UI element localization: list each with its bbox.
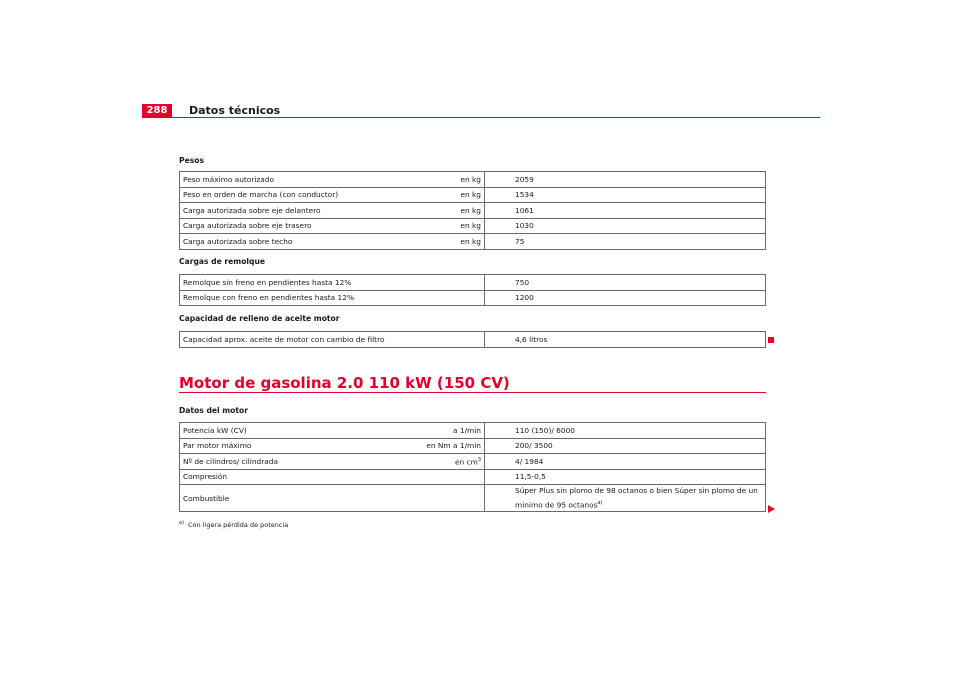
row-value: 75 bbox=[485, 234, 766, 250]
row-label: Carga autorizada sobre eje trasero bbox=[180, 218, 367, 234]
row-label: Carga autorizada sobre techo bbox=[180, 234, 367, 250]
page-number: 288 bbox=[142, 104, 172, 118]
table-motor bbox=[179, 422, 766, 512]
row-value: 2059 bbox=[485, 172, 766, 188]
unit-superscript: 3 bbox=[477, 456, 481, 463]
table-row bbox=[180, 438, 766, 454]
row-value: 1030 bbox=[485, 218, 766, 234]
section-heading-pesos: Pesos bbox=[179, 156, 204, 165]
row-value: 1534 bbox=[485, 187, 766, 203]
unit-text: en cm bbox=[454, 456, 478, 466]
page-title: Datos técnicos bbox=[189, 104, 281, 117]
row-label: Remolque con freno en pendientes hasta 12% bbox=[180, 290, 485, 306]
table-row bbox=[180, 275, 766, 291]
table-row bbox=[180, 423, 766, 439]
row-value: 11,5-0,5 bbox=[485, 469, 766, 485]
row-label: Capacidad aprox. aceite de motor con cambio de filtro bbox=[180, 332, 485, 348]
value-text: Súper Plus sin plomo de 98 octanos o bien Súper sin plomo de un mínimo de 95 octanos bbox=[515, 486, 758, 510]
table-row bbox=[180, 290, 766, 306]
row-value: 4,6 litros bbox=[485, 332, 766, 348]
row-unit: en kg bbox=[366, 218, 485, 234]
motor-title: Motor de gasolina 2.0 110 kW (150 CV) bbox=[179, 374, 510, 392]
footnote-text: Con ligera pérdida de potencia bbox=[188, 521, 289, 530]
row-unit bbox=[366, 469, 485, 485]
row-value: 1200 bbox=[485, 290, 766, 306]
row-label: Nº de cilindros/ cilindrada bbox=[180, 454, 367, 470]
row-unit: en kg bbox=[366, 234, 485, 250]
row-unit bbox=[366, 485, 485, 512]
table-row bbox=[180, 485, 766, 512]
row-label: Par motor máximo bbox=[180, 438, 367, 454]
table-aceite bbox=[179, 331, 766, 348]
section-heading-aceite: Capacidad de relleno de aceite motor bbox=[179, 314, 340, 323]
row-value bbox=[485, 485, 766, 512]
footnote-ref: a) bbox=[597, 500, 603, 506]
table-row bbox=[180, 187, 766, 203]
table-row bbox=[180, 203, 766, 219]
row-value: 200/ 3500 bbox=[485, 438, 766, 454]
row-value: 750 bbox=[485, 275, 766, 291]
section-end-marker bbox=[768, 337, 774, 343]
footnote-mark: a) bbox=[179, 520, 185, 526]
row-label: Peso máximo autorizado bbox=[180, 172, 367, 188]
row-label: Carga autorizada sobre eje delantero bbox=[180, 203, 367, 219]
row-label: Compresión bbox=[180, 469, 367, 485]
row-value: 1061 bbox=[485, 203, 766, 219]
table-row bbox=[180, 172, 766, 188]
section-heading-remolque: Cargas de remolque bbox=[179, 257, 266, 266]
row-label: Combustible bbox=[180, 485, 367, 512]
table-pesos bbox=[179, 171, 766, 250]
table-row bbox=[180, 454, 766, 470]
row-label: Remolque sin freno en pendientes hasta 12% bbox=[180, 275, 485, 291]
row-label: Potencia kW (CV) bbox=[180, 423, 367, 439]
row-unit: a 1/min bbox=[366, 423, 485, 439]
table-remolque bbox=[179, 274, 766, 306]
row-value: 4/ 1984 bbox=[485, 454, 766, 470]
motor-title-rule bbox=[179, 392, 766, 393]
row-unit: en kg bbox=[366, 172, 485, 188]
section-heading-motor: Datos del motor bbox=[179, 406, 248, 415]
table-row bbox=[180, 332, 766, 348]
row-unit bbox=[366, 454, 485, 470]
table-row bbox=[180, 234, 766, 250]
row-unit: en kg bbox=[366, 187, 485, 203]
table-row bbox=[180, 469, 766, 485]
row-label: Peso en orden de marcha (con conductor) bbox=[180, 187, 367, 203]
row-value: 110 (150)/ 6000 bbox=[485, 423, 766, 439]
row-unit: en Nm a 1/min bbox=[366, 438, 485, 454]
footnote bbox=[179, 520, 288, 529]
row-unit: en kg bbox=[366, 203, 485, 219]
continue-arrow-icon bbox=[768, 505, 775, 513]
table-row bbox=[180, 218, 766, 234]
